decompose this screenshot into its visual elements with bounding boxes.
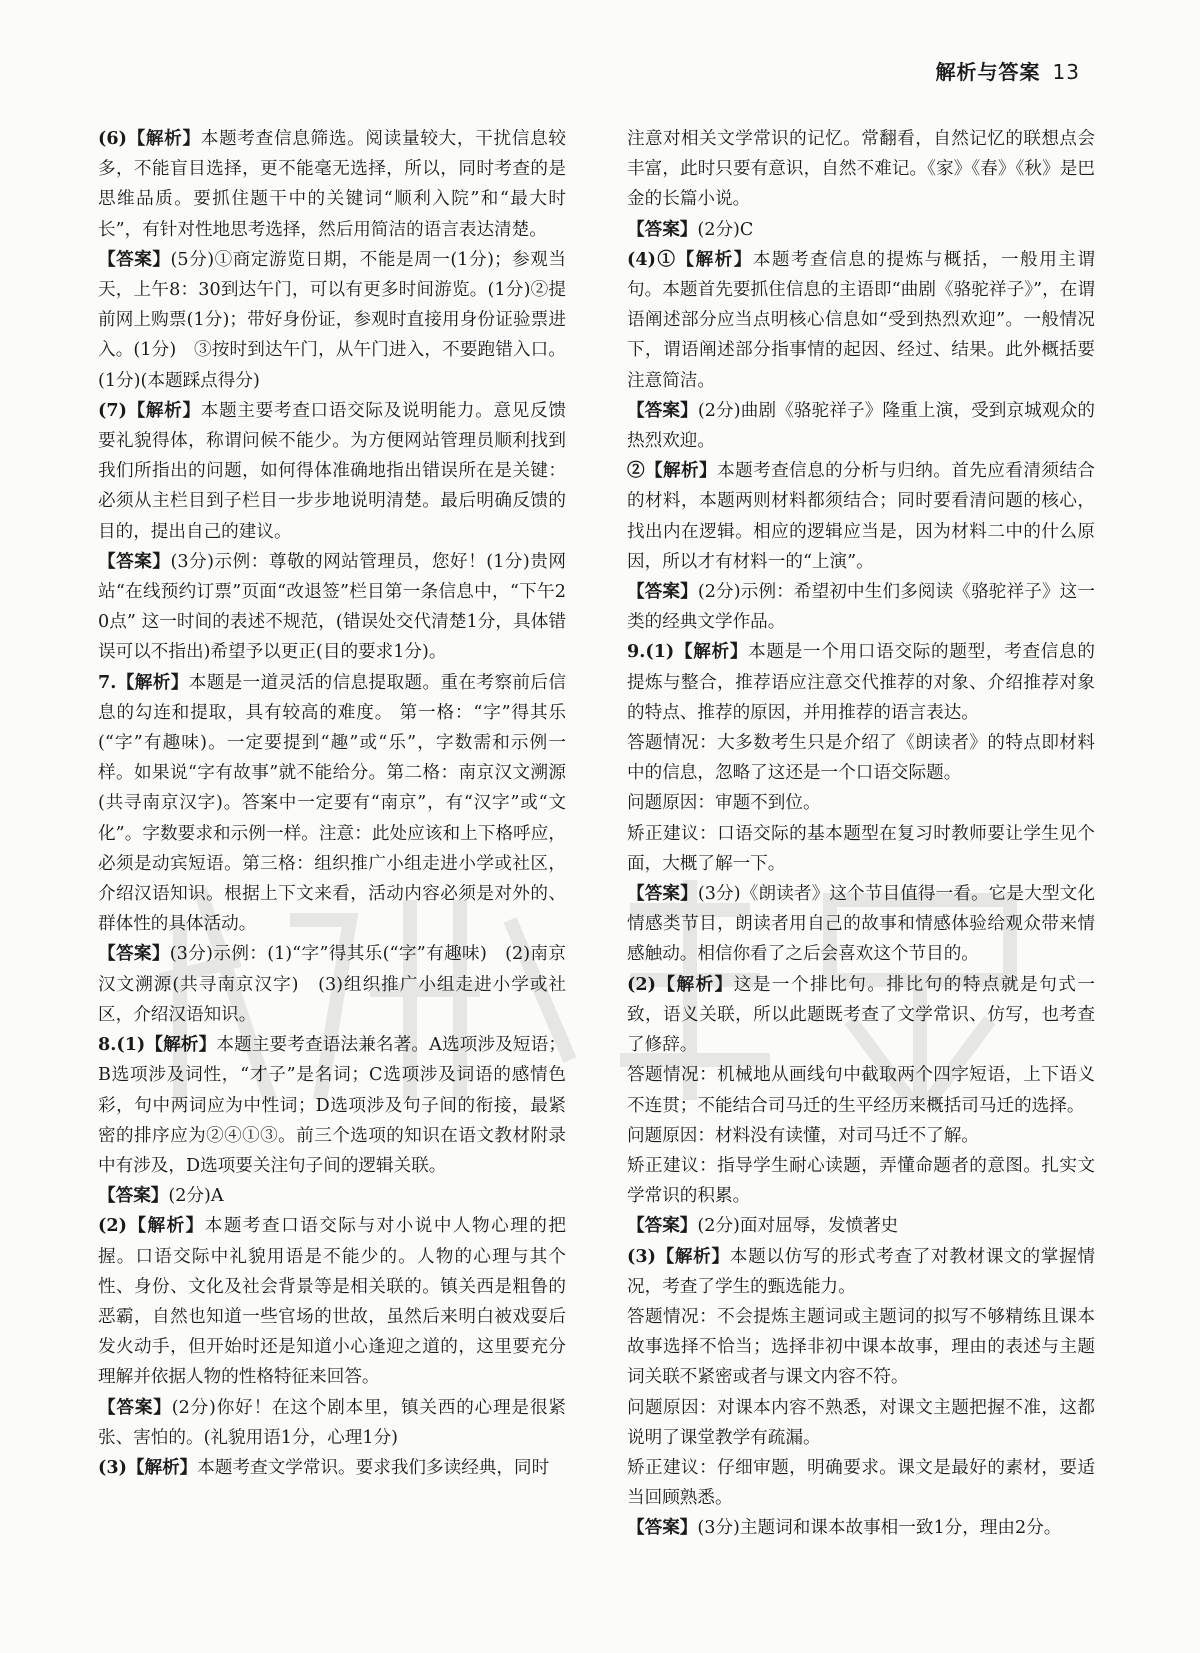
paragraph [627, 788, 1095, 818]
paragraph-text: (2分)面对屈辱，发愤著史 [697, 1216, 899, 1237]
paragraph [98, 1453, 566, 1483]
paragraph-label: (7)【解析】 [98, 399, 201, 421]
paragraph [627, 1453, 1095, 1513]
paragraph-text: 本题考查信息的提炼与概括，一般用主谓句。本题首先要抓住信息的主语即“曲剧《骆驼祥子》”，在谓语阐述部分应当点明核心信息如“受到热烈欢迎”。一般情况下，谓语阐述部分指事情的起因、经过、结果。此外概括要注意简洁。 [627, 249, 1095, 391]
paragraph-text: (2分)示例：希望初中生们多阅读《骆驼祥子》这一类的经典文学作品。 [627, 582, 1095, 633]
paragraph-text: 本题主要考查口语交际及说明能力。意见反馈要礼貌得体，称谓问候不能少。为方便网站管理员顺利找到我们所指出的问题，如何得体准确地指出错误所在是关键：必须从主栏目到子栏目一步步地说明清楚。最后明确反馈的目的，提出自己的建议。 [98, 400, 566, 542]
paragraph [627, 1302, 1095, 1393]
paragraph-label: 9.(1)【解析】 [627, 641, 749, 663]
paragraph-text: 本题考查文学常识。要求我们多读经典，同时 [197, 1457, 550, 1478]
page-number: 13 [1052, 60, 1080, 84]
paragraph-text: 答题情况：机械地从画线句中截取两个四字短语，上下语义不连贯；不能结合司马迁的生平经历来概括司马迁的选择。 [627, 1065, 1095, 1116]
paragraph [627, 396, 1095, 456]
paragraph-label: 【答案】 [98, 248, 171, 270]
paragraph [98, 124, 566, 245]
paragraph-label: 【答案】 [98, 1185, 169, 1207]
paragraph [627, 1393, 1095, 1453]
paragraph [627, 879, 1095, 970]
paragraph [627, 1121, 1095, 1151]
paragraph-text: 问题原因：材料没有读懂，对司马迁不了解。 [627, 1125, 979, 1146]
paragraph-text: 本题考查口语交际与对小说中人物心理的把握。口语交际中礼貌用语是不能少的。人物的心理与其个性、身份、文化及社会背景等是相关联的。镇关西是粗鲁的恶霸，自然也知道一些官场的世故，虽然后来明白被戏耍后发火动手，但开始时还是知道小心逢迎之道的，这里要充分理解并依据人物的性格特征来回答。 [98, 1216, 566, 1388]
paragraph-label: 【答案】 [98, 1396, 172, 1418]
paragraph-text: (2分)C [697, 219, 754, 240]
paragraph-label: 【答案】 [98, 943, 170, 965]
paragraph-text: (3分)示例：尊敬的网站管理员，您好！(1分)贵网站“在线预约订票”页面“改退签”栏目第一条信息中，“下午20点” 这一时间的表述不规范，(错误处交代清楚1分，具体错误可以不指出)希望予以更正(目的要求1分)。 [98, 551, 566, 663]
paragraph-text: (2分)你好！在这个剧本里，镇关西的心理是很紧张、害怕的。(礼貌用语1分，心理1分) [98, 1397, 566, 1448]
paragraph [627, 215, 1095, 245]
paragraph [98, 668, 566, 940]
paragraph-text: (3分)《朗读者》这个节目值得一看。它是大型文化情感类节目，朗读者用自己的故事和情感体验给观众带来情感触动。相信你看了之后会喜欢这个节目的。 [627, 884, 1095, 965]
paragraph [627, 1242, 1095, 1302]
paragraph [98, 1030, 566, 1181]
paragraph-label: (2)【解析】 [627, 973, 734, 995]
paragraph-text: 本题考查信息的分析与归纳。首先应看清须结合的材料，本题两则材料都须结合；同时要看清问题的核心，找出内在逻辑。相应的逻辑应当是，因为材料二中的什么原因，所以才有材料一的“上演”。 [627, 461, 1095, 572]
paragraph-label: 【答案】 [627, 1517, 698, 1539]
paragraph [98, 1211, 566, 1392]
paragraph-text: 这是一个排比句。排比句的特点就是句式一致，语义关联，所以此题既考查了文学常识、仿写，也考查了修辞。 [627, 974, 1095, 1056]
paragraph-label: (3)【解析】 [627, 1245, 730, 1267]
paragraph-label: 8.(1)【解析】 [98, 1034, 217, 1056]
paragraph-label: (4)①【解析】 [627, 248, 753, 270]
paragraph-label: (3)【解析】 [98, 1456, 198, 1478]
paragraph-text: 答题情况：不会提炼主题词或主题词的拟写不够精练且课本故事选择不恰当；选择非初中课本故事，理由的表述与主题词关联不紧密或者与课文内容不符。 [627, 1306, 1095, 1388]
paragraph-label: 【答案】 [627, 399, 698, 421]
right-column [627, 124, 1095, 1544]
paragraph [98, 547, 566, 668]
header-title: 解析与答案 [935, 60, 1041, 84]
paragraph-label: 7.【解析】 [98, 671, 189, 693]
paragraph-text: 本题主要考查语法兼名著。A选项涉及短语；B选项涉及词性，“才子”是名词；C选项涉及词语的感情色彩，句中两词应为中性词；D选项涉及句子间的衔接，最紧密的排序应为②④①③。前三个选项的知识在语文教材附录中有涉及，D选项要关注句子间的逻辑关联。 [98, 1035, 566, 1176]
paragraph-text: (3分)示例：(1)“字”得其乐(“字”有趣味) (2)南京汉文溯源(共寻南京汉字) (3)组织推广小组走进小学或社区，介绍汉语知识。 [98, 944, 566, 1025]
paragraph-text: 问题原因：审题不到位。 [627, 793, 821, 814]
paragraph-text: 本题以仿写的形式考查了对教材课文的掌握情况，考查了学生的甄选能力。 [627, 1246, 1095, 1297]
paragraph-text: (2分)A [168, 1186, 224, 1207]
paragraph [627, 637, 1095, 728]
paragraph-label: (6)【解析】 [98, 128, 201, 149]
paragraph-text: 矫正建议：口语交际的基本题型在复习时教师要让学生见个面，大概了解一下。 [627, 823, 1095, 874]
paragraph-text: 本题是一道灵活的信息提取题。重在考察前后信息的勾连和提取，具有较高的难度。 第一格：“字”得其乐(“字”有趣味)。一定要提到“趣”或“乐”，字数需和示例一样。如果说“字有故事”就不能给分。第二格：南京汉文溯源(共寻南京汉字)。答案中一定要有“南京”，有“汉字”或“文化”。字数要求和示例一样。注意：此处应该和上下格呼应，必须是动宾短语。第三格：组织推广小组走进小学或社区，介绍汉语知识。根据上下文来看，活动内容必须是对外的、群体性的具体活动。 [98, 672, 566, 935]
paragraph [627, 819, 1095, 879]
paragraph-label: 【答案】 [627, 883, 698, 905]
left-column [98, 124, 566, 1483]
paragraph [627, 1513, 1095, 1543]
paragraph [98, 1393, 566, 1453]
paragraph-text: (5分)①商定游览日期，不能是周一(1分)；参观当天，上午8：30到达午门，可以有更多时间游览。(1分)②提前网上购票(1分)；带好身份证，参观时直接用身份证验票进入。(1分) ③按时到达午门，从午门进入，不要跑错入口。(1分)(本题踩点得分) [98, 249, 566, 391]
paragraph [98, 396, 566, 547]
paragraph-label: (2)【解析】 [98, 1215, 205, 1237]
paragraph-text: (2分)曲剧《骆驼祥子》隆重上演，受到京城观众的热烈欢迎。 [627, 400, 1095, 452]
paragraph [627, 577, 1095, 637]
paragraph-text: 本题是一个用口语交际的题型，考查信息的提炼与整合，推荐语应注意交代推荐的对象、介绍推荐对象的特点、推荐的原因，并用推荐的语言表达。 [627, 642, 1095, 723]
paragraph-label: 【答案】 [627, 218, 698, 240]
paragraph [98, 245, 566, 396]
paragraph [627, 1151, 1095, 1211]
paragraph-text: 注意对相关文学常识的记忆。常翻看，自然记忆的联想点会丰富，此时只要有意识，自然不难记。《家》《春》《秋》是巴金的长篇小说。 [627, 129, 1095, 210]
paragraph [627, 970, 1095, 1061]
paragraph-label: 【答案】 [627, 581, 698, 603]
paragraph [627, 456, 1095, 577]
paragraph [98, 939, 566, 1030]
page-header [936, 56, 1080, 85]
paragraph [98, 1181, 566, 1211]
paragraph-label: 【答案】 [98, 550, 171, 572]
paragraph-label: ②【解析】 [627, 460, 718, 482]
paragraph-text: 矫正建议：仔细审题，明确要求。课文是最好的素材，要适当回顾熟悉。 [627, 1457, 1095, 1509]
paragraph-text: 答题情况：大多数考生只是介绍了《朗读者》的特点即材料中的信息，忽略了这还是一个口语交际题。 [627, 733, 1095, 784]
paragraph [627, 124, 1095, 215]
paragraph-text: (3分)主题词和课本故事相一致1分，理由2分。 [697, 1518, 1062, 1539]
paragraph [627, 1060, 1095, 1120]
paragraph [627, 245, 1095, 396]
paragraph [627, 1211, 1095, 1241]
paragraph [627, 728, 1095, 788]
paragraph-label: 【答案】 [627, 1215, 698, 1237]
paragraph-text: 问题原因：对课本内容不熟悉，对课文主题把握不准，这都说明了课堂教学有疏漏。 [627, 1397, 1095, 1448]
paragraph-text: 矫正建议：指导学生耐心读题，弄懂命题者的意图。扎实文学常识的积累。 [627, 1155, 1095, 1207]
paragraph-text: 本题考查信息筛选。阅读量较大，干扰信息较多，不能盲目选择，更不能毫无选择，所以，同时考查的是思维品质。要抓住题干中的关键词“顺利入院”和“最大时长”，有针对性地思考选择，然后用简洁的语言表达清楚。 [98, 129, 566, 240]
